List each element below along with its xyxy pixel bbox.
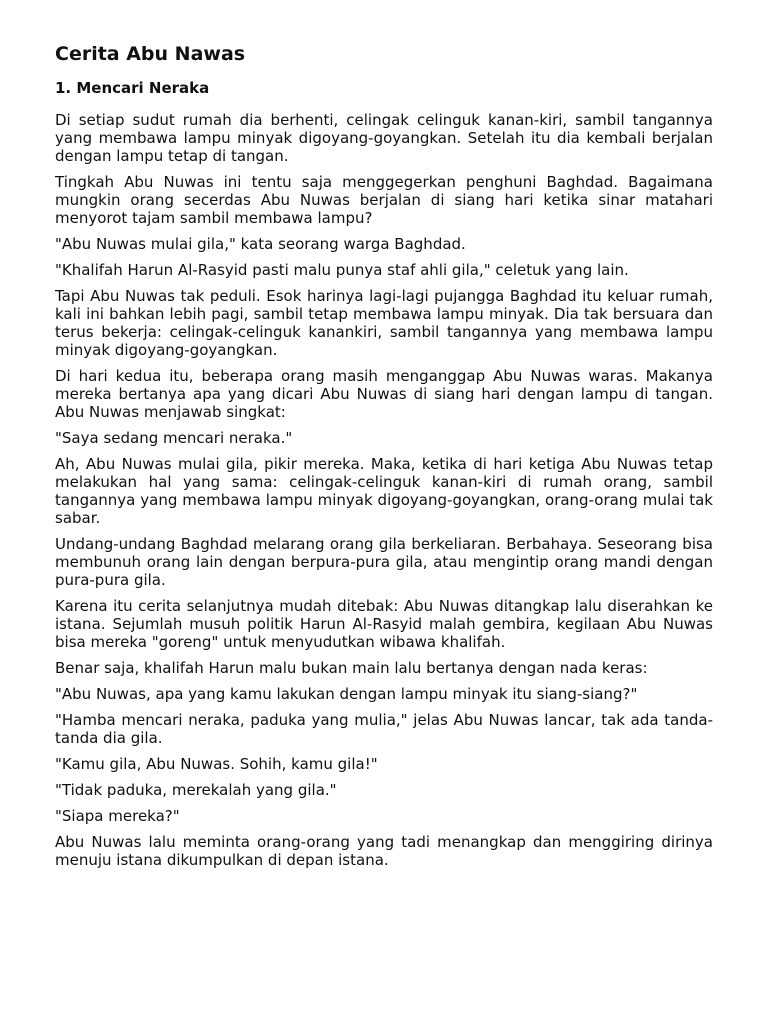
document-title: Cerita Abu Nawas: [55, 43, 246, 65]
paragraph-9: Undang-undang Baghdad melarang orang gila berkeliaran. Berbahaya. Seseorang bisa membunuh orang lain dengan berpura-pura gila, atau mengintip orang mandi dengan pura-pura gila.: [55, 535, 713, 589]
document-page: [55, 42, 713, 877]
paragraph-6: Di hari kedua itu, beberapa orang masih menganggap Abu Nuwas waras. Makanya mereka bertanya apa yang dicari Abu Nuwas di siang hari dengan lampu di tangan. Abu Nuwas menjawab singkat:: [55, 367, 713, 421]
paragraph-2: Tingkah Abu Nuwas ini tentu saja menggegerkan penghuni Baghdad. Bagaimana mungkin orang secerdas Abu Nuwas berjalan di siang hari ketika sinar matahari menyorot tajam sambil membawa lampu?: [55, 173, 713, 227]
paragraph-17: Abu Nuwas lalu meminta orang-orang yang tadi menangkap dan menggiring dirinya menuju istana dikumpulkan di depan istana.: [55, 833, 713, 869]
paragraph-1: Di setiap sudut rumah dia berhenti, celingak celinguk kanan-kiri, sambil tangannya yang membawa lampu minyak digoyang-goyangkan. Setelah itu dia kembali berjalan dengan lampu tetap di tangan.: [55, 111, 713, 165]
paragraph-14: "Kamu gila, Abu Nuwas. Sohih, kamu gila!": [55, 755, 378, 773]
paragraph-7: "Saya sedang mencari neraka.": [55, 429, 293, 447]
paragraph-3: "Abu Nuwas mulai gila," kata seorang warga Baghdad.: [55, 235, 466, 253]
paragraph-10: Karena itu cerita selanjutnya mudah ditebak: Abu Nuwas ditangkap lalu diserahkan ke istana. Sejumlah musuh politik Harun Al-Rasyid malah gembira, kegilaan Abu Nuwas bisa mereka "goreng" untuk menyudutkan wibawa khalifah.: [55, 597, 713, 651]
paragraph-13: "Hamba mencari neraka, paduka yang mulia," jelas Abu Nuwas lancar, tak ada tanda-tanda dia gila.: [55, 711, 713, 747]
paragraph-8: Ah, Abu Nuwas mulai gila, pikir mereka. Maka, ketika di hari ketiga Abu Nuwas tetap melakukan hal yang sama: celingak-celinguk kanan-kiri di rumah orang, sambil tangannya yang membawa lampu minyak digoyang-goyangkan, orang-orang mulai tak sabar.: [55, 455, 713, 527]
paragraph-12: "Abu Nuwas, apa yang kamu lakukan dengan lampu minyak itu siang-siang?": [55, 685, 638, 703]
paragraph-11: Benar saja, khalifah Harun malu bukan main lalu bertanya dengan nada keras:: [55, 659, 648, 677]
paragraph-5: Tapi Abu Nuwas tak peduli. Esok harinya lagi-lagi pujangga Baghdad itu keluar rumah, kali ini bahkan lebih pagi, sambil tetap membawa lampu minyak. Dia tak bersuara dan terus bekerja: celingak-celinguk kanankiri, sambil tangannya yang membawa lampu minyak digoyang-goyangkan.: [55, 287, 713, 359]
section-title: 1. Mencari Neraka: [55, 79, 210, 97]
paragraph-4: "Khalifah Harun Al-Rasyid pasti malu punya staf ahli gila," celetuk yang lain.: [55, 261, 629, 279]
paragraph-15: "Tidak paduka, merekalah yang gila.": [55, 781, 337, 799]
paragraph-16: "Siapa mereka?": [55, 807, 180, 825]
